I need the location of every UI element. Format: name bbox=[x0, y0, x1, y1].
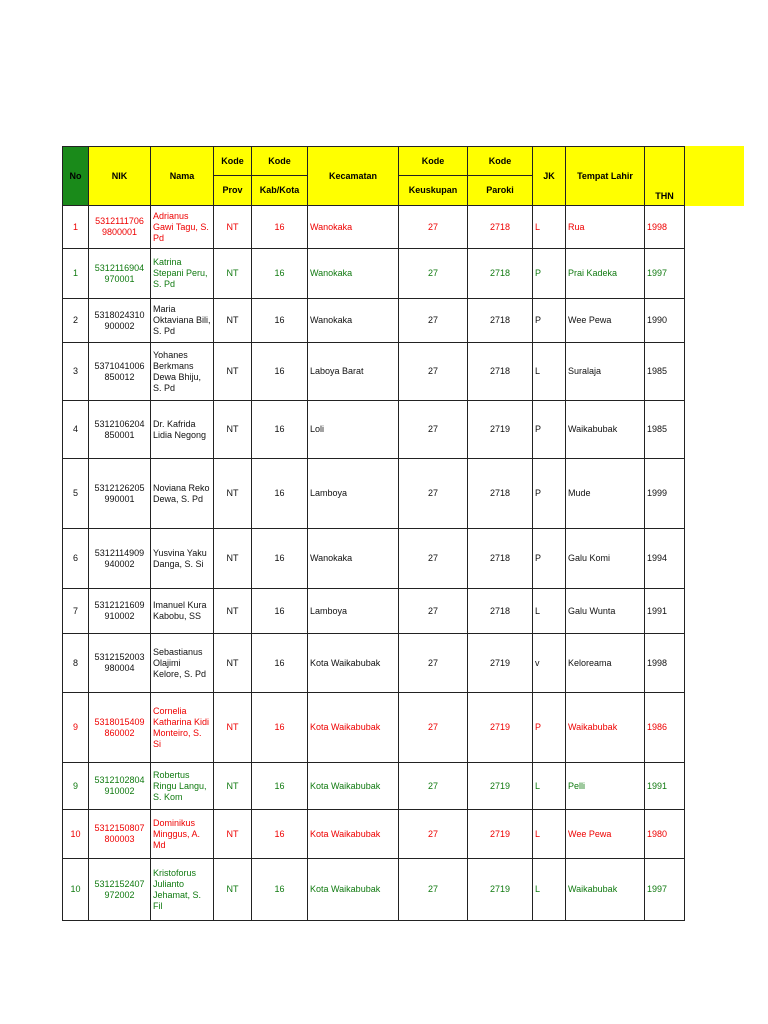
row-nik[interactable]: 5312150807 800003 bbox=[89, 810, 151, 859]
row-nama[interactable]: Sebastianus Olajimi Kelore, S. Pd bbox=[151, 634, 214, 693]
row-nik[interactable]: 5312152003 980004 bbox=[89, 634, 151, 693]
header-kode-kab-top[interactable]: Kode bbox=[252, 147, 308, 176]
row-prov[interactable]: NT bbox=[214, 299, 252, 343]
header-jk[interactable]: JK bbox=[533, 147, 566, 206]
row-kab-kota[interactable]: 16 bbox=[252, 401, 308, 459]
row-no[interactable]: 3 bbox=[63, 343, 89, 401]
row-prov[interactable]: NT bbox=[214, 634, 252, 693]
row-jk[interactable]: L bbox=[533, 810, 566, 859]
row-paroki[interactable]: 2719 bbox=[468, 401, 533, 459]
row-nik[interactable]: 5312152407 972002 bbox=[89, 859, 151, 921]
row-jk[interactable]: v bbox=[533, 634, 566, 693]
row-kab-kota[interactable]: 16 bbox=[252, 529, 308, 589]
row-thn[interactable]: 1999 bbox=[645, 459, 685, 529]
row-prov[interactable]: NT bbox=[214, 343, 252, 401]
row-tempat-lahir[interactable]: Waikabubak bbox=[566, 401, 645, 459]
table-row[interactable] bbox=[63, 859, 685, 921]
row-paroki[interactable]: 2719 bbox=[468, 634, 533, 693]
row-jk[interactable]: P bbox=[533, 529, 566, 589]
row-keuskupan[interactable]: 27 bbox=[399, 763, 468, 810]
row-no[interactable]: 5 bbox=[63, 459, 89, 529]
row-no[interactable]: 10 bbox=[63, 810, 89, 859]
table-row[interactable] bbox=[63, 343, 685, 401]
row-kecamatan[interactable]: Lamboya bbox=[308, 459, 399, 529]
row-paroki[interactable]: 2718 bbox=[468, 206, 533, 249]
header-paroki[interactable]: Paroki bbox=[468, 176, 533, 206]
row-prov[interactable]: NT bbox=[214, 693, 252, 763]
row-tempat-lahir[interactable]: Wee Pewa bbox=[566, 299, 645, 343]
row-tempat-lahir[interactable]: Waikabubak bbox=[566, 859, 645, 921]
header-highlight-extension bbox=[684, 146, 744, 206]
row-kab-kota[interactable]: 16 bbox=[252, 206, 308, 249]
header-prov[interactable]: Prov bbox=[214, 176, 252, 206]
row-paroki[interactable]: 2718 bbox=[468, 299, 533, 343]
row-thn[interactable]: 1998 bbox=[645, 634, 685, 693]
row-tempat-lahir[interactable]: Suralaja bbox=[566, 343, 645, 401]
table-row[interactable] bbox=[63, 459, 685, 529]
row-nama[interactable]: Kristoforus Julianto Jehamat, S. Fil bbox=[151, 859, 214, 921]
header-kode-prov-top[interactable]: Kode bbox=[214, 147, 252, 176]
table-row[interactable] bbox=[63, 693, 685, 763]
row-kecamatan[interactable]: Wanokaka bbox=[308, 299, 399, 343]
row-jk[interactable]: L bbox=[533, 859, 566, 921]
row-keuskupan[interactable]: 27 bbox=[399, 859, 468, 921]
row-jk[interactable]: L bbox=[533, 343, 566, 401]
row-kab-kota[interactable]: 16 bbox=[252, 634, 308, 693]
row-nama[interactable]: Cornelia Katharina Kidi Monteiro, S. Si bbox=[151, 693, 214, 763]
row-tempat-lahir[interactable]: Mude bbox=[566, 459, 645, 529]
row-thn[interactable]: 1990 bbox=[645, 299, 685, 343]
row-nik[interactable]: 5312114909 940002 bbox=[89, 529, 151, 589]
row-prov[interactable]: NT bbox=[214, 589, 252, 634]
header-kecamatan[interactable]: Kecamatan bbox=[308, 147, 399, 206]
row-kab-kota[interactable]: 16 bbox=[252, 810, 308, 859]
row-no[interactable]: 1 bbox=[63, 206, 89, 249]
table-row[interactable] bbox=[63, 810, 685, 859]
row-prov[interactable]: NT bbox=[214, 859, 252, 921]
row-keuskupan[interactable]: 27 bbox=[399, 343, 468, 401]
row-prov[interactable]: NT bbox=[214, 763, 252, 810]
header-no[interactable]: No bbox=[63, 147, 89, 206]
table-row[interactable] bbox=[63, 299, 685, 343]
row-nik[interactable]: 5312111706 9800001 bbox=[89, 206, 151, 249]
row-tempat-lahir[interactable]: Waikabubak bbox=[566, 693, 645, 763]
row-nama[interactable]: Yusvina Yaku Danga, S. Si bbox=[151, 529, 214, 589]
row-prov[interactable]: NT bbox=[214, 529, 252, 589]
row-tempat-lahir[interactable]: Pelli bbox=[566, 763, 645, 810]
header-kode-keuskupan-top[interactable]: Kode bbox=[399, 147, 468, 176]
header-nama[interactable]: Nama bbox=[151, 147, 214, 206]
row-thn[interactable]: 1985 bbox=[645, 343, 685, 401]
row-kecamatan[interactable]: Kota Waikabubak bbox=[308, 810, 399, 859]
row-tempat-lahir[interactable]: Rua bbox=[566, 206, 645, 249]
row-no[interactable]: 1 bbox=[63, 249, 89, 299]
row-thn[interactable]: 1991 bbox=[645, 589, 685, 634]
row-paroki[interactable]: 2719 bbox=[468, 810, 533, 859]
row-kecamatan[interactable]: Loli bbox=[308, 401, 399, 459]
row-jk[interactable]: P bbox=[533, 459, 566, 529]
row-thn[interactable]: 1986 bbox=[645, 693, 685, 763]
row-keuskupan[interactable]: 27 bbox=[399, 401, 468, 459]
row-kecamatan[interactable]: Laboya Barat bbox=[308, 343, 399, 401]
row-thn[interactable]: 1998 bbox=[645, 206, 685, 249]
header-keuskupan[interactable]: Keuskupan bbox=[399, 176, 468, 206]
row-nik[interactable]: 5318024310 900002 bbox=[89, 299, 151, 343]
row-nama[interactable]: Robertus Ringu Langu, S. Kom bbox=[151, 763, 214, 810]
row-paroki[interactable]: 2718 bbox=[468, 249, 533, 299]
row-jk[interactable]: P bbox=[533, 401, 566, 459]
row-keuskupan[interactable]: 27 bbox=[399, 634, 468, 693]
row-paroki[interactable]: 2719 bbox=[468, 859, 533, 921]
row-tempat-lahir[interactable]: Keloreama bbox=[566, 634, 645, 693]
row-nik[interactable]: 5312102804 910002 bbox=[89, 763, 151, 810]
row-nik[interactable]: 5318015409 860002 bbox=[89, 693, 151, 763]
row-paroki[interactable]: 2718 bbox=[468, 589, 533, 634]
row-kab-kota[interactable]: 16 bbox=[252, 249, 308, 299]
row-keuskupan[interactable]: 27 bbox=[399, 249, 468, 299]
row-tempat-lahir[interactable]: Wee Pewa bbox=[566, 810, 645, 859]
row-kecamatan[interactable]: Kota Waikabubak bbox=[308, 693, 399, 763]
row-kab-kota[interactable]: 16 bbox=[252, 859, 308, 921]
row-kab-kota[interactable]: 16 bbox=[252, 343, 308, 401]
row-kab-kota[interactable]: 16 bbox=[252, 459, 308, 529]
row-nama[interactable]: Dr. Kafrida Lidia Negong bbox=[151, 401, 214, 459]
table-row[interactable] bbox=[63, 634, 685, 693]
row-paroki[interactable]: 2719 bbox=[468, 693, 533, 763]
row-no[interactable]: 7 bbox=[63, 589, 89, 634]
row-keuskupan[interactable]: 27 bbox=[399, 810, 468, 859]
row-jk[interactable]: P bbox=[533, 693, 566, 763]
row-jk[interactable]: L bbox=[533, 206, 566, 249]
row-thn[interactable]: 1991 bbox=[645, 763, 685, 810]
table-row[interactable] bbox=[63, 763, 685, 810]
row-nik[interactable]: 5312116904 970001 bbox=[89, 249, 151, 299]
row-no[interactable]: 9 bbox=[63, 693, 89, 763]
row-keuskupan[interactable]: 27 bbox=[399, 459, 468, 529]
row-nik[interactable]: 5371041006 850012 bbox=[89, 343, 151, 401]
header-tempat-lahir[interactable]: Tempat Lahir bbox=[566, 147, 645, 206]
row-nama[interactable]: Katrina Stepani Peru, S. Pd bbox=[151, 249, 214, 299]
row-prov[interactable]: NT bbox=[214, 249, 252, 299]
row-nama[interactable]: Imanuel Kura Kabobu, SS bbox=[151, 589, 214, 634]
header-kode-paroki-top[interactable]: Kode bbox=[468, 147, 533, 176]
data-table bbox=[62, 146, 685, 921]
row-jk[interactable]: P bbox=[533, 249, 566, 299]
row-paroki[interactable]: 2718 bbox=[468, 459, 533, 529]
row-nama[interactable]: Maria Oktaviana Bili, S. Pd bbox=[151, 299, 214, 343]
row-nama[interactable]: Adrianus Gawi Tagu, S. Pd bbox=[151, 206, 214, 249]
row-nik[interactable]: 5312121609 910002 bbox=[89, 589, 151, 634]
row-no[interactable]: 8 bbox=[63, 634, 89, 693]
row-kab-kota[interactable]: 16 bbox=[252, 693, 308, 763]
row-keuskupan[interactable]: 27 bbox=[399, 693, 468, 763]
row-kecamatan[interactable]: Wanokaka bbox=[308, 529, 399, 589]
row-paroki[interactable]: 2718 bbox=[468, 343, 533, 401]
row-kecamatan[interactable]: Kota Waikabubak bbox=[308, 634, 399, 693]
row-keuskupan[interactable]: 27 bbox=[399, 299, 468, 343]
row-kecamatan[interactable]: Wanokaka bbox=[308, 206, 399, 249]
table-row[interactable] bbox=[63, 589, 685, 634]
row-thn[interactable]: 1997 bbox=[645, 859, 685, 921]
row-keuskupan[interactable]: 27 bbox=[399, 206, 468, 249]
table-row[interactable] bbox=[63, 206, 685, 249]
row-thn[interactable]: 1997 bbox=[645, 249, 685, 299]
row-no[interactable]: 2 bbox=[63, 299, 89, 343]
row-kecamatan[interactable]: Wanokaka bbox=[308, 249, 399, 299]
row-nama[interactable]: Yohanes Berkmans Dewa Bhiju, S. Pd bbox=[151, 343, 214, 401]
header-kabkota[interactable]: Kab/Kota bbox=[252, 176, 308, 206]
table-row[interactable] bbox=[63, 529, 685, 589]
row-prov[interactable]: NT bbox=[214, 206, 252, 249]
row-nama[interactable]: Dominikus Minggus, A. Md bbox=[151, 810, 214, 859]
row-kab-kota[interactable]: 16 bbox=[252, 763, 308, 810]
header-thn-top bbox=[645, 147, 685, 176]
row-thn[interactable]: 1980 bbox=[645, 810, 685, 859]
row-thn[interactable]: 1994 bbox=[645, 529, 685, 589]
row-kecamatan[interactable]: Kota Waikabubak bbox=[308, 763, 399, 810]
row-no[interactable]: 6 bbox=[63, 529, 89, 589]
row-tempat-lahir[interactable]: Galu Wunta bbox=[566, 589, 645, 634]
row-no[interactable]: 4 bbox=[63, 401, 89, 459]
row-tempat-lahir[interactable]: Galu Komi bbox=[566, 529, 645, 589]
row-tempat-lahir[interactable]: Prai Kadeka bbox=[566, 249, 645, 299]
row-paroki[interactable]: 2719 bbox=[468, 763, 533, 810]
row-kab-kota[interactable]: 16 bbox=[252, 299, 308, 343]
row-kab-kota[interactable]: 16 bbox=[252, 589, 308, 634]
row-kecamatan[interactable]: Kota Waikabubak bbox=[308, 859, 399, 921]
row-prov[interactable]: NT bbox=[214, 810, 252, 859]
row-keuskupan[interactable]: 27 bbox=[399, 589, 468, 634]
row-jk[interactable]: L bbox=[533, 589, 566, 634]
row-jk[interactable]: L bbox=[533, 763, 566, 810]
row-nama[interactable]: Noviana Reko Dewa, S. Pd bbox=[151, 459, 214, 529]
table-row[interactable] bbox=[63, 401, 685, 459]
row-nik[interactable]: 5312126205 990001 bbox=[89, 459, 151, 529]
header-thn[interactable]: THN bbox=[645, 176, 685, 206]
row-thn[interactable]: 1985 bbox=[645, 401, 685, 459]
row-jk[interactable]: P bbox=[533, 299, 566, 343]
row-kecamatan[interactable]: Lamboya bbox=[308, 589, 399, 634]
row-no[interactable]: 9 bbox=[63, 763, 89, 810]
row-paroki[interactable]: 2718 bbox=[468, 529, 533, 589]
row-no[interactable]: 10 bbox=[63, 859, 89, 921]
row-prov[interactable]: NT bbox=[214, 459, 252, 529]
row-prov[interactable]: NT bbox=[214, 401, 252, 459]
row-keuskupan[interactable]: 27 bbox=[399, 529, 468, 589]
header-nik[interactable]: NIK bbox=[89, 147, 151, 206]
table-row[interactable] bbox=[63, 249, 685, 299]
row-nik[interactable]: 5312106204 850001 bbox=[89, 401, 151, 459]
